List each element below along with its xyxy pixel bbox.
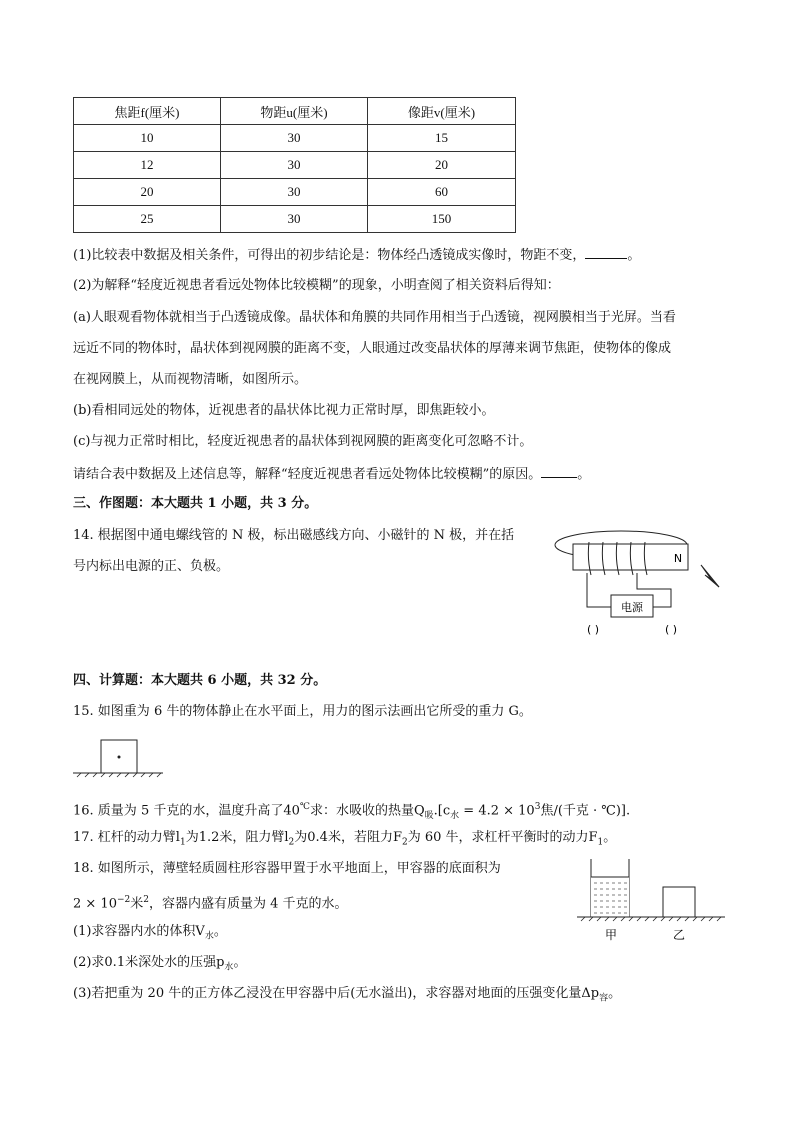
- q13-info-a2: 远近不同的物体时，晶状体到视网膜的距离不变，人眼通过改变晶状体的厚薄来调节焦距，使物体的像成: [73, 341, 672, 356]
- table-row: [74, 179, 516, 206]
- center-dot: [118, 756, 121, 759]
- q18-line1: 18. 如图所示，薄壁轻质圆柱形容器甲置于水平地面上，甲容器的底面积为: [73, 861, 501, 876]
- q18-s1-pre: (1)求容器内水的体积V: [73, 924, 205, 939]
- q18-area-pre: 2 × 10: [73, 896, 117, 912]
- q17-d: 为 60 牛，求杠杆平衡时的动力F: [407, 830, 598, 845]
- q18-s3-sub: 容: [599, 993, 609, 1004]
- q17-s3: 2: [401, 837, 408, 848]
- ground-hatch: [77, 773, 161, 777]
- q18-s1-sub: 水: [204, 931, 214, 942]
- table-cell: 60: [368, 179, 516, 206]
- table-cell: 30: [221, 179, 368, 206]
- q13-part2: (2)为解释“轻度近视患者看远处物体比较模糊”的现象，小明查阅了相关资料后得知：: [73, 278, 560, 293]
- cube-yi: [663, 887, 695, 917]
- q13-ask: [73, 464, 590, 484]
- table-row: [74, 152, 516, 179]
- q16-unit: ℃: [299, 802, 310, 812]
- left-bracket[interactable]: ( ): [586, 623, 600, 636]
- q18-sub1: [73, 923, 227, 946]
- q18-line2: [73, 891, 348, 913]
- containers-figure: [577, 855, 727, 945]
- table-cell: 20: [368, 152, 516, 179]
- q14-line1: 14. 根据图中通电螺线管的 N 极，标出磁感线方向、小磁针的 N 极，并在括: [73, 528, 515, 543]
- q18-area-sup: −2: [116, 895, 131, 905]
- answer-blank[interactable]: [541, 464, 577, 478]
- right-bracket[interactable]: ( ): [664, 623, 678, 636]
- q13-info-a3: 在视网膜上，从而视物清晰，如图所示。: [73, 372, 308, 387]
- q18-area-sup2: 2: [143, 895, 150, 905]
- q16-c-unit: 焦/(千克 · ℃)].: [540, 803, 631, 819]
- table-header: 物距u(厘米): [221, 98, 368, 125]
- block-on-ground-figure: [73, 738, 165, 778]
- q18-area-unit: 米: [130, 896, 144, 912]
- table-header: 焦距f(厘米): [74, 98, 221, 125]
- q13-info-c: (c)与视力正常时相比，轻度近视患者的晶状体到视网膜的距离变化可忽略不计。: [73, 434, 533, 449]
- q16-sub-q: 吸: [424, 810, 434, 821]
- q18-s2-pre: (2)求0.1米深处水的压强p: [73, 955, 225, 970]
- table-row: [74, 206, 516, 233]
- q13-ask-text: 请结合表中数据及上述信息等，解释“轻度近视患者看远处物体比较模糊”的原因。: [73, 467, 542, 482]
- q17-s1: 1: [179, 837, 186, 848]
- table-header-row: [74, 98, 516, 125]
- q16-c-pre: .[c: [433, 803, 451, 819]
- q17-e: 。: [603, 830, 617, 845]
- q13-ask-end: 。: [577, 467, 591, 482]
- n-pole-label: N: [673, 552, 683, 565]
- q13-part1: [73, 245, 640, 265]
- q18-sub3: [73, 985, 621, 1008]
- label-jia: 甲: [604, 928, 618, 942]
- table-row: [74, 125, 516, 152]
- section-4-title: 四、计算题：本大题共 6 小题，共 32 分。: [73, 673, 327, 688]
- power-source-label: 电源: [621, 601, 643, 614]
- q13-part1-end: 。: [627, 248, 641, 263]
- q17-a: 17. 杠杆的动力臂l: [73, 830, 180, 845]
- q18-area-rest: ，容器内盛有质量为 4 千克的水。: [149, 896, 348, 912]
- q17-text: [73, 829, 616, 852]
- q16-pre: 16. 质量为 5 千克的水，温度升高了40: [73, 803, 300, 819]
- answer-blank[interactable]: [585, 245, 627, 259]
- q16-c-val: = 4.2 × 10: [459, 803, 535, 819]
- q16-sup: 3: [534, 802, 541, 812]
- q17-c: 为0.4米，若阻力F: [294, 830, 402, 845]
- q18-sub2: [73, 954, 246, 977]
- q16-text: [73, 798, 630, 825]
- table-header: 像距v(厘米): [368, 98, 516, 125]
- q13-info-b: (b)看相同远处的物体，近视患者的晶状体比视力正常时厚，即焦距较小。: [73, 403, 495, 418]
- q15-text: 15. 如图重为 6 牛的物体静止在水平面上，用力的图示法画出它所受的重力 G。: [73, 704, 532, 719]
- q13-part1-text: (1)比较表中数据及相关条件，可得出的初步结论是：物体经凸透镜成实像时，物距不变，: [73, 248, 586, 263]
- q18-s2-end: 。: [233, 955, 247, 970]
- table-cell: 30: [221, 152, 368, 179]
- compass-needle: [701, 565, 719, 587]
- table-cell: 150: [368, 206, 516, 233]
- table-cell: 25: [74, 206, 221, 233]
- q18-s3-end: 。: [608, 986, 622, 1001]
- table-cell: 20: [74, 179, 221, 206]
- q14-line2: 号内标出电源的正、负极。: [73, 559, 230, 574]
- ground-hatch: [581, 917, 721, 921]
- q16-mid: 求：水吸收的热量Q: [309, 803, 425, 819]
- q16-sub-c: 水: [450, 810, 460, 821]
- solenoid-figure: [553, 525, 728, 640]
- data-table: [73, 97, 516, 233]
- table-cell: 12: [74, 152, 221, 179]
- q18-s2-sub: 水: [224, 962, 234, 973]
- q17-b: 为1.2米，阻力臂l: [185, 830, 289, 845]
- table-cell: 15: [368, 125, 516, 152]
- q18-s3-pre: (3)若把重为 20 牛的正方体乙浸没在甲容器中后(无水溢出)，求容器对地面的压强变化量Δp: [73, 986, 600, 1001]
- table-cell: 30: [221, 125, 368, 152]
- q17-s2: 2: [288, 837, 295, 848]
- table-cell: 30: [221, 206, 368, 233]
- section-3-title: 三、作图题：本大题共 1 小题，共 3 分。: [73, 496, 318, 511]
- q13-info-a1: (a)人眼观看物体就相当于凸透镜成像。晶状体和角膜的共同作用相当于凸透镜，视网膜相当于光屏。当看: [73, 310, 676, 325]
- q18-s1-end: 。: [213, 924, 227, 939]
- container-jia: [591, 859, 629, 917]
- label-yi: 乙: [672, 928, 686, 942]
- q17-s4: 1: [597, 837, 604, 848]
- table-cell: 10: [74, 125, 221, 152]
